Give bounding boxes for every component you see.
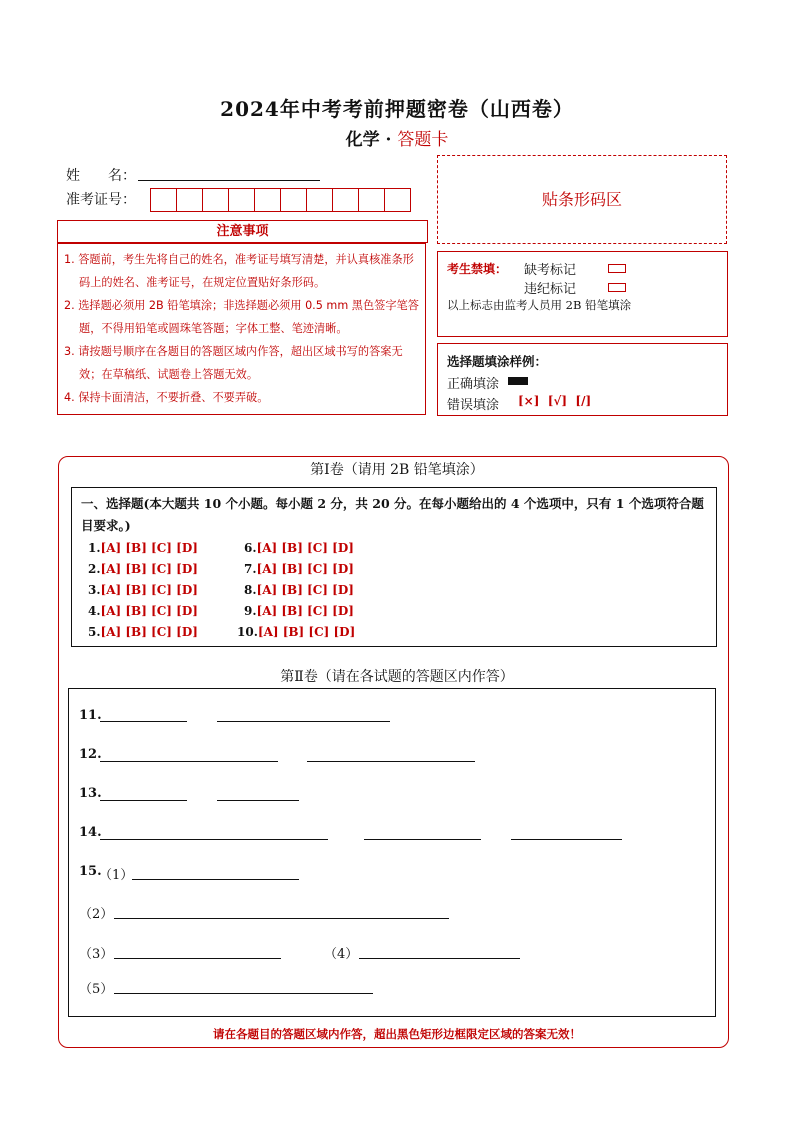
choice-options[interactable]: [A] [B] [C] [D] [256, 583, 354, 597]
note-item: 3. 请按题号顺序在各题目的答题区域内作答，超出区域书写的答案无效；在草稿纸、试题卷上答题无效。 [64, 345, 403, 381]
answer-line[interactable] [100, 720, 187, 722]
wrong-fill-samples [518, 394, 591, 408]
id-digit-box[interactable] [384, 188, 411, 212]
answer-line[interactable] [217, 799, 299, 801]
subject-label: 化学 [345, 130, 380, 150]
choice-options[interactable]: [A] [B] [C] [D] [256, 541, 354, 555]
forbidden-label: 考生禁填： [447, 262, 508, 276]
id-digit-box[interactable] [150, 188, 177, 212]
absent-mark-label: 缺考标记 [524, 263, 577, 278]
page-title: 2024年中考考前押题密卷（山西卷） [220, 97, 574, 121]
id-digit-box[interactable] [332, 188, 359, 212]
answer-line[interactable] [100, 838, 328, 840]
answer-line[interactable] [100, 760, 278, 762]
wrong-mark: [√] [547, 394, 568, 408]
wrong-fill-label: 错误填涂 [447, 398, 500, 413]
id-digit-box[interactable] [228, 188, 255, 212]
question-row[interactable]: 7.[A] [B] [C] [D] [244, 562, 354, 576]
answer-line[interactable] [511, 838, 622, 840]
candidate-forbidden-box [437, 251, 728, 337]
choice-options[interactable]: [A] [B] [C] [D] [100, 541, 198, 555]
page-subtitle [0, 125, 794, 150]
question-row[interactable]: 6.[A] [B] [C] [D] [244, 541, 354, 555]
name-label: 姓 名： [66, 168, 136, 184]
barcode-area: 贴条形码区 [437, 155, 727, 244]
correct-fill-label: 正确填涂 [447, 377, 500, 392]
note-item: 2. 选择题必须用 2B 铅笔填涂；非选择题必须用 0.5 mm 黑色签字笔答题，不得用铅笔或圆珠笔答题；字体工整、笔迹清晰。 [64, 299, 419, 335]
question-14-label: 14. [79, 825, 102, 840]
id-digit-box[interactable] [306, 188, 333, 212]
question-row[interactable]: 9.[A] [B] [C] [D] [244, 604, 354, 618]
question-11-label: 11. [79, 708, 102, 723]
answer-line[interactable] [217, 720, 390, 722]
choice-options[interactable]: [A] [B] [C] [D] [257, 625, 356, 639]
note-item: 1. 答题前，考生先将自己的姓名，准考证号填写清楚，并认真核准条形码上的姓名、准考证号，在规定位置贴好条形码。 [64, 253, 414, 289]
fill-sample-box [437, 343, 728, 416]
correct-fill-sample [508, 377, 528, 385]
card-label: 答题卡 [397, 130, 449, 150]
choice-options[interactable]: [A] [B] [C] [D] [100, 625, 198, 639]
note-item: 4. 保持卡面清洁，不要折叠、不要弄破。 [64, 391, 269, 404]
wrong-mark: [/] [575, 394, 592, 408]
subquestion-4-label: （4） [324, 947, 359, 962]
answer-line[interactable] [132, 878, 299, 880]
answer-line[interactable] [307, 760, 475, 762]
subquestion-2-label: （2） [79, 907, 114, 922]
violation-mark-label: 违纪标记 [524, 282, 577, 297]
wrong-mark: [×] [518, 394, 540, 408]
answer-line[interactable] [364, 838, 481, 840]
notes-heading: 注意事项 [57, 220, 428, 243]
answer-line[interactable] [114, 957, 281, 959]
id-digit-box[interactable] [358, 188, 385, 212]
answer-line[interactable] [114, 917, 449, 919]
answer-line[interactable] [359, 957, 520, 959]
name-field[interactable] [138, 166, 320, 181]
subquestion-3-label: （3） [79, 947, 114, 962]
id-digit-box[interactable] [280, 188, 307, 212]
choice-options[interactable]: [A] [B] [C] [D] [256, 604, 354, 618]
choice-options[interactable]: [A] [B] [C] [D] [100, 562, 198, 576]
absent-mark-box[interactable] [608, 264, 626, 273]
question-15-label: 15. [79, 864, 102, 879]
answer-line[interactable] [100, 799, 187, 801]
footer-warning: 请在各题目的答题区域内作答，超出黑色矩形边框限定区域的答案无效！ [213, 1027, 581, 1041]
choice-options[interactable]: [A] [B] [C] [D] [256, 562, 354, 576]
forbidden-note: 以上标志由监考人员用 2B 铅笔填涂 [447, 298, 632, 312]
question-row[interactable]: 10.[A] [B] [C] [D] [237, 625, 356, 639]
separator-dot: · [385, 130, 392, 150]
question-13-label: 13. [79, 786, 102, 801]
part1-title: 第Ⅰ卷（请用 2B 铅笔填涂） [310, 462, 484, 478]
choice-options[interactable]: [A] [B] [C] [D] [100, 583, 198, 597]
question-row[interactable]: 1.[A] [B] [C] [D] [88, 541, 198, 555]
question-row[interactable]: 5.[A] [B] [C] [D] [88, 625, 198, 639]
subquestion-5-label: （5） [79, 982, 114, 997]
question-row[interactable]: 8.[A] [B] [C] [D] [244, 583, 354, 597]
part1-section [71, 487, 717, 647]
violation-mark-box[interactable] [608, 283, 626, 292]
part1-instruction: 一、选择题(本大题共 10 个小题。每小题 2 分，共 20 分。在每小题给出的 4 个选项中，只有 1 个选项符合题目要求。) [81, 496, 704, 533]
choice-options[interactable]: [A] [B] [C] [D] [100, 604, 198, 618]
id-digit-box[interactable] [202, 188, 229, 212]
id-digit-box[interactable] [176, 188, 203, 212]
part2-title: 第Ⅱ卷（请在各试题的答题区内作答） [280, 669, 514, 685]
question-row[interactable]: 3.[A] [B] [C] [D] [88, 583, 198, 597]
question-12-label: 12. [79, 747, 102, 762]
part2-section [68, 688, 716, 1017]
id-number-boxes[interactable] [151, 188, 411, 212]
id-label: 准考证号： [66, 192, 136, 208]
question-row[interactable]: 4.[A] [B] [C] [D] [88, 604, 198, 618]
sample-title: 选择题填涂样例： [447, 354, 548, 369]
subquestion-1-label: （1） [99, 868, 134, 883]
notes-box [57, 243, 426, 415]
id-digit-box[interactable] [254, 188, 281, 212]
question-row[interactable]: 2.[A] [B] [C] [D] [88, 562, 198, 576]
answer-line[interactable] [114, 992, 373, 994]
